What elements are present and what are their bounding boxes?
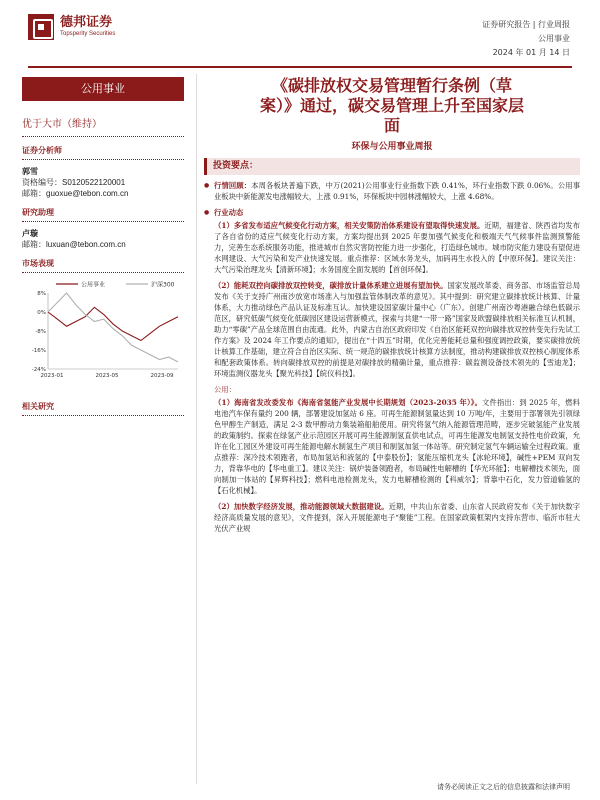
news-item-1: [204, 220, 580, 275]
y-tick-label: -8%: [35, 329, 46, 335]
series-line-0: [48, 307, 178, 340]
x-tick-label: 2023-09: [150, 373, 174, 379]
market-chart-svg: [22, 277, 184, 387]
title-line-1: 《碳排放权交易管理暂行条例（草: [271, 76, 512, 95]
market-review-text: 本周各板块普遍下跌，中万(2021)公用事业行业指数下跌 0.41%，环行业指数下跌 0.06%。公用事业板块中新能源发电涨幅较大，上涨 0.91%，环保板块中园林涨幅较大，上涨 4.68%。: [214, 181, 580, 201]
logo-name-en: Topsperity Securities: [60, 31, 116, 37]
logo-name-cn: 德邦证券: [60, 15, 113, 30]
assistant-email[interactable]: 邮箱：luxuan@tebon.com.cn: [22, 240, 126, 249]
market-performance-chart: [22, 277, 184, 387]
assistant-section-title: 研究助理: [22, 207, 184, 222]
disclaimer-footer: 请务必阅读正文之后的信息披露和法律声明: [437, 783, 570, 791]
news-item-4: [204, 501, 580, 534]
news-item-3: [204, 397, 580, 496]
news-item-2-headline: （2）能耗双控向碳排放双控转变，碳排放计量体系建立进展有望加快。: [214, 281, 448, 290]
y-tick-label: -16%: [31, 348, 46, 354]
report-date: 2024 年 01 月 14 日: [492, 48, 570, 57]
news-item-3-text: 文件指出：到 2025 年，燃料电池汽车保有量约 200 辆，部署建设加氢站 6 座。可再生能源制氢量达到 10 万吨/年，主要用于部署领先引领绿色甲醇生产制造，满足 2-3 数甲醇动力集装箱船舶使用。研究将氢气纳入能源管理范畴，逐步完破氢能产业发展的政策制约。探索在绿氢产业示范园区开展可再生能源制氢直供电试点，可再生能源发电制氢支持性电价政策，允许在化工园区外建设可再生能源电解水制氢生产项目和制氢加氢一体站等。研究制定氢气车辆运输全过程政策。重点推荐：深冷技术领跑者，布局加氢站和液氢的【中泰股份】；氢能压缩机龙头【冰轮环境】，碱性+PEM 双向发力，背靠华电的【华电重工】。建议关注：锅炉装备领跑者，布局碱性电解槽的【华光环能】；电解槽技术领先，面向制加一体站的【昇辉科技】；燃料电池检测龙头，发力电解槽检测的【科威尔】；背靠中石化，发力管道输氢的【石化机械】。: [214, 398, 580, 495]
report-type: 证券研究报告 | 行业周报: [482, 20, 570, 29]
market-review-paragraph: [204, 180, 580, 202]
news-item-4-text: 近期，中共山东省委、山东省人民政府发布《关于加快数字经济高质量发展的意见》，文件提到，深入开展能源电子“聚能”工程。在国家政策框架内支持东营市、临沂市驻大光伏产业规: [214, 502, 581, 533]
market-review-label: 行情回顾：: [214, 181, 252, 190]
left-sidebar: [22, 74, 184, 416]
y-tick-label: 8%: [37, 291, 46, 297]
industry-news-label: 行业动态: [214, 208, 244, 217]
key-points-header: 投资要点：: [204, 158, 580, 175]
analyst-email[interactable]: 邮箱：guoxue@tebon.com.cn: [22, 189, 129, 198]
news-item-2-text: 国家发展改革委、商务部、市场监管总局发布《关于支持广州南沙放宽市场准入与加强监管体制改革的意见》。其中提到：研究建立碳排放统计核算、计量体系，大力推动绿色产品认证及标准互认。加快建设国家碳计量中心（广东）。创建广州南沙粤港融合绿色低碳示范区，研究低碳气候变化低碳园区建设运营新模式，探索与共建“一带一路”国家及欧盟碳排放相关标准互认机制，助力“零碳”产品全球范围自由流通。此外，内蒙古自治区政府印发《自治区能耗双控向碳排放双控转变先行先试工作方案》及 2024 年工作要点的通知》，提出在“十四五”时期，优化完善能耗总量和强度调控政策，要实碳排放统计核算工作基础，建立符合自治区实际、统一规范的碳排放统计核算方法制度，推动构建碳排放双控核心制度体系和配套政策体系。转向碳排放双控的前提是对碳排放的精确计量，重点推荐：碳监测设备技术领先的【雪迪龙】；环境监测仪器龙头【聚光科技】【皖仪科技】。: [214, 281, 580, 378]
rating-label: 优于大市（维持）: [22, 115, 184, 137]
sector-badge: 公用事业: [22, 77, 184, 101]
news-item-2: [204, 280, 580, 379]
report-meta: [482, 18, 570, 60]
related-section-title: 相关研究: [22, 401, 184, 416]
legend-label-0: 公用事业: [81, 281, 106, 289]
title-line-2: 案）》通过，碳交易管理上升至国家层: [259, 96, 524, 115]
utilities-heading: [204, 384, 580, 395]
report-body: [204, 180, 580, 534]
news-item-1-text: 近期，福建省、陕西省均发布了各自省份的适应气候变化行动方案，方案均提出到 2025 年要加强气候变化和极端天气气候事件监测预警能力，完善生态系统服务功能，推进城市自然灾害防控能力进一步强化，打造绿色城市。城市防灾能力建设有望促进水网建设、大气污染和发产业快速发展。重点推荐：区域水务龙头，加码再生水投入的【中原环保】。建议关注：大气污染治理龙头【清新环境】；水务国度全面发展的【首创环保】。: [214, 221, 580, 274]
y-tick-label: -24%: [31, 367, 46, 373]
header-divider: [28, 66, 572, 68]
report-subtitle: 环保与公用事业周报: [351, 142, 433, 152]
market-section-title: 市场表现: [22, 258, 184, 273]
logo-mark-icon: [28, 14, 54, 40]
main-content: [204, 76, 580, 539]
report-sector: 公用事业: [538, 34, 570, 43]
x-tick-label: 2023-01: [40, 373, 64, 379]
column-divider: [196, 74, 197, 784]
news-item-4-headline: （2）加快数字经济发展，推动能源领域大数据建设。: [214, 502, 389, 511]
title-line-3: 面: [383, 116, 400, 135]
utilities-label: 公用：: [214, 385, 236, 394]
analyst-name: 郭雪: [22, 167, 38, 176]
legend-label-1: 沪深300: [151, 281, 175, 289]
news-item-3-headline: （1）海南省发改委发布《海南省氢能产业发展中长期规划（2023-2035 年）》。: [214, 398, 483, 407]
industry-news-heading: [204, 207, 580, 218]
analyst-cert: 资格编号：S0120522120001: [22, 178, 126, 187]
assistant-name: 卢璇: [22, 229, 38, 238]
report-title: [204, 76, 580, 136]
analyst-section-title: 证券分析师: [22, 145, 184, 160]
y-tick-label: 0%: [37, 310, 46, 316]
x-tick-label: 2023-05: [95, 373, 119, 379]
news-item-1-headline: （1）多省发布适应气候变化行动方案，相关安策防治体系建设有望取得快速发展。: [214, 221, 485, 230]
brand-logo: [28, 14, 115, 40]
